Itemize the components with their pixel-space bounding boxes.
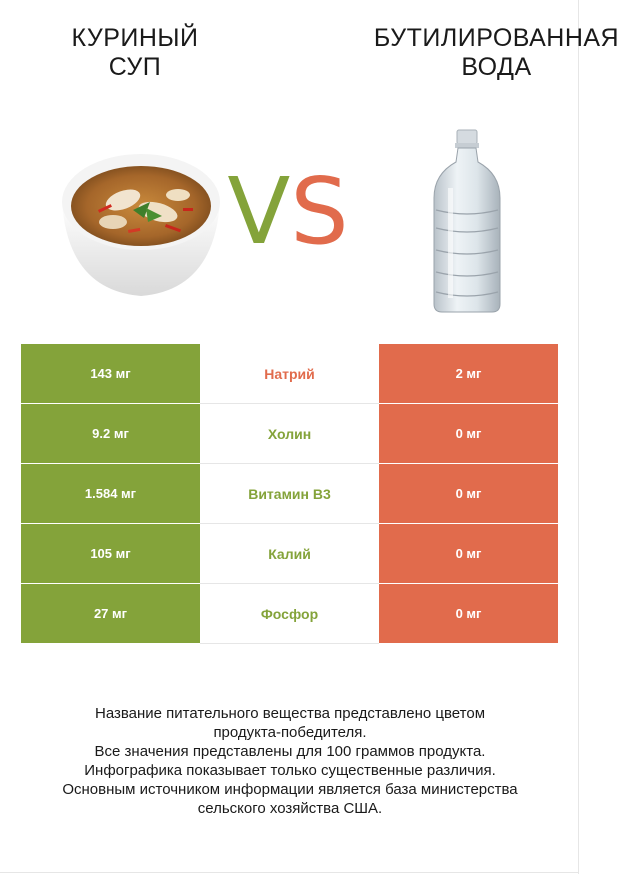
left-food-title-line1: КУРИНЫЙ [71, 24, 199, 52]
footnote-line: Инфографика показывает только существенные различия. [84, 762, 496, 779]
table-row [21, 584, 558, 644]
left-value-cell: 105 мг [21, 524, 200, 584]
footnote-line: сельского хозяйства США. [197, 800, 383, 817]
left-value-cell: 27 мг [21, 584, 200, 644]
nutrient-name-cell: Фосфор [200, 584, 379, 644]
chicken-soup-image [58, 150, 224, 300]
left-value-cell: 1.584 мг [21, 464, 200, 524]
nutrient-name-cell: Холин [200, 404, 379, 464]
vs-v-letter: V [227, 158, 291, 265]
footnote [20, 704, 560, 818]
left-value-cell: 9.2 мг [21, 404, 200, 464]
table-row [21, 344, 558, 404]
frame-border-right [578, 0, 579, 874]
table-row [21, 524, 558, 584]
vs-s-letter: S [290, 158, 349, 265]
left-food-title-line2: СУП [108, 53, 162, 81]
water-bottle-image [430, 128, 504, 314]
footnote-line: Все значения представлены для 100 граммов продукта. [94, 743, 486, 760]
nutrient-name-cell: Натрий [200, 344, 379, 404]
table-row [21, 464, 558, 524]
right-value-cell: 0 мг [379, 404, 558, 464]
right-value-cell: 0 мг [379, 584, 558, 644]
table-row [21, 404, 558, 464]
nutrient-name-cell: Витамин B3 [200, 464, 379, 524]
right-food-title [368, 24, 625, 82]
footnote-line: продукта-победителя. [213, 724, 367, 741]
footnote-line: Основным источником информации является база министерства [62, 781, 518, 798]
right-food-title-line1: БУТИЛИРОВАННАЯ [373, 24, 620, 52]
left-food-title [40, 24, 230, 82]
footnote-line: Название питательного вещества представлено цветом [94, 705, 486, 722]
vs-label [222, 158, 354, 265]
left-value-cell: 143 мг [21, 344, 200, 404]
right-value-cell: 0 мг [379, 464, 558, 524]
right-food-title-line2: ВОДА [461, 53, 532, 81]
right-value-cell: 2 мг [379, 344, 558, 404]
comparison-table [21, 344, 558, 644]
frame-border-bottom [0, 872, 579, 873]
nutrient-name-cell: Калий [200, 524, 379, 584]
right-value-cell: 0 мг [379, 524, 558, 584]
